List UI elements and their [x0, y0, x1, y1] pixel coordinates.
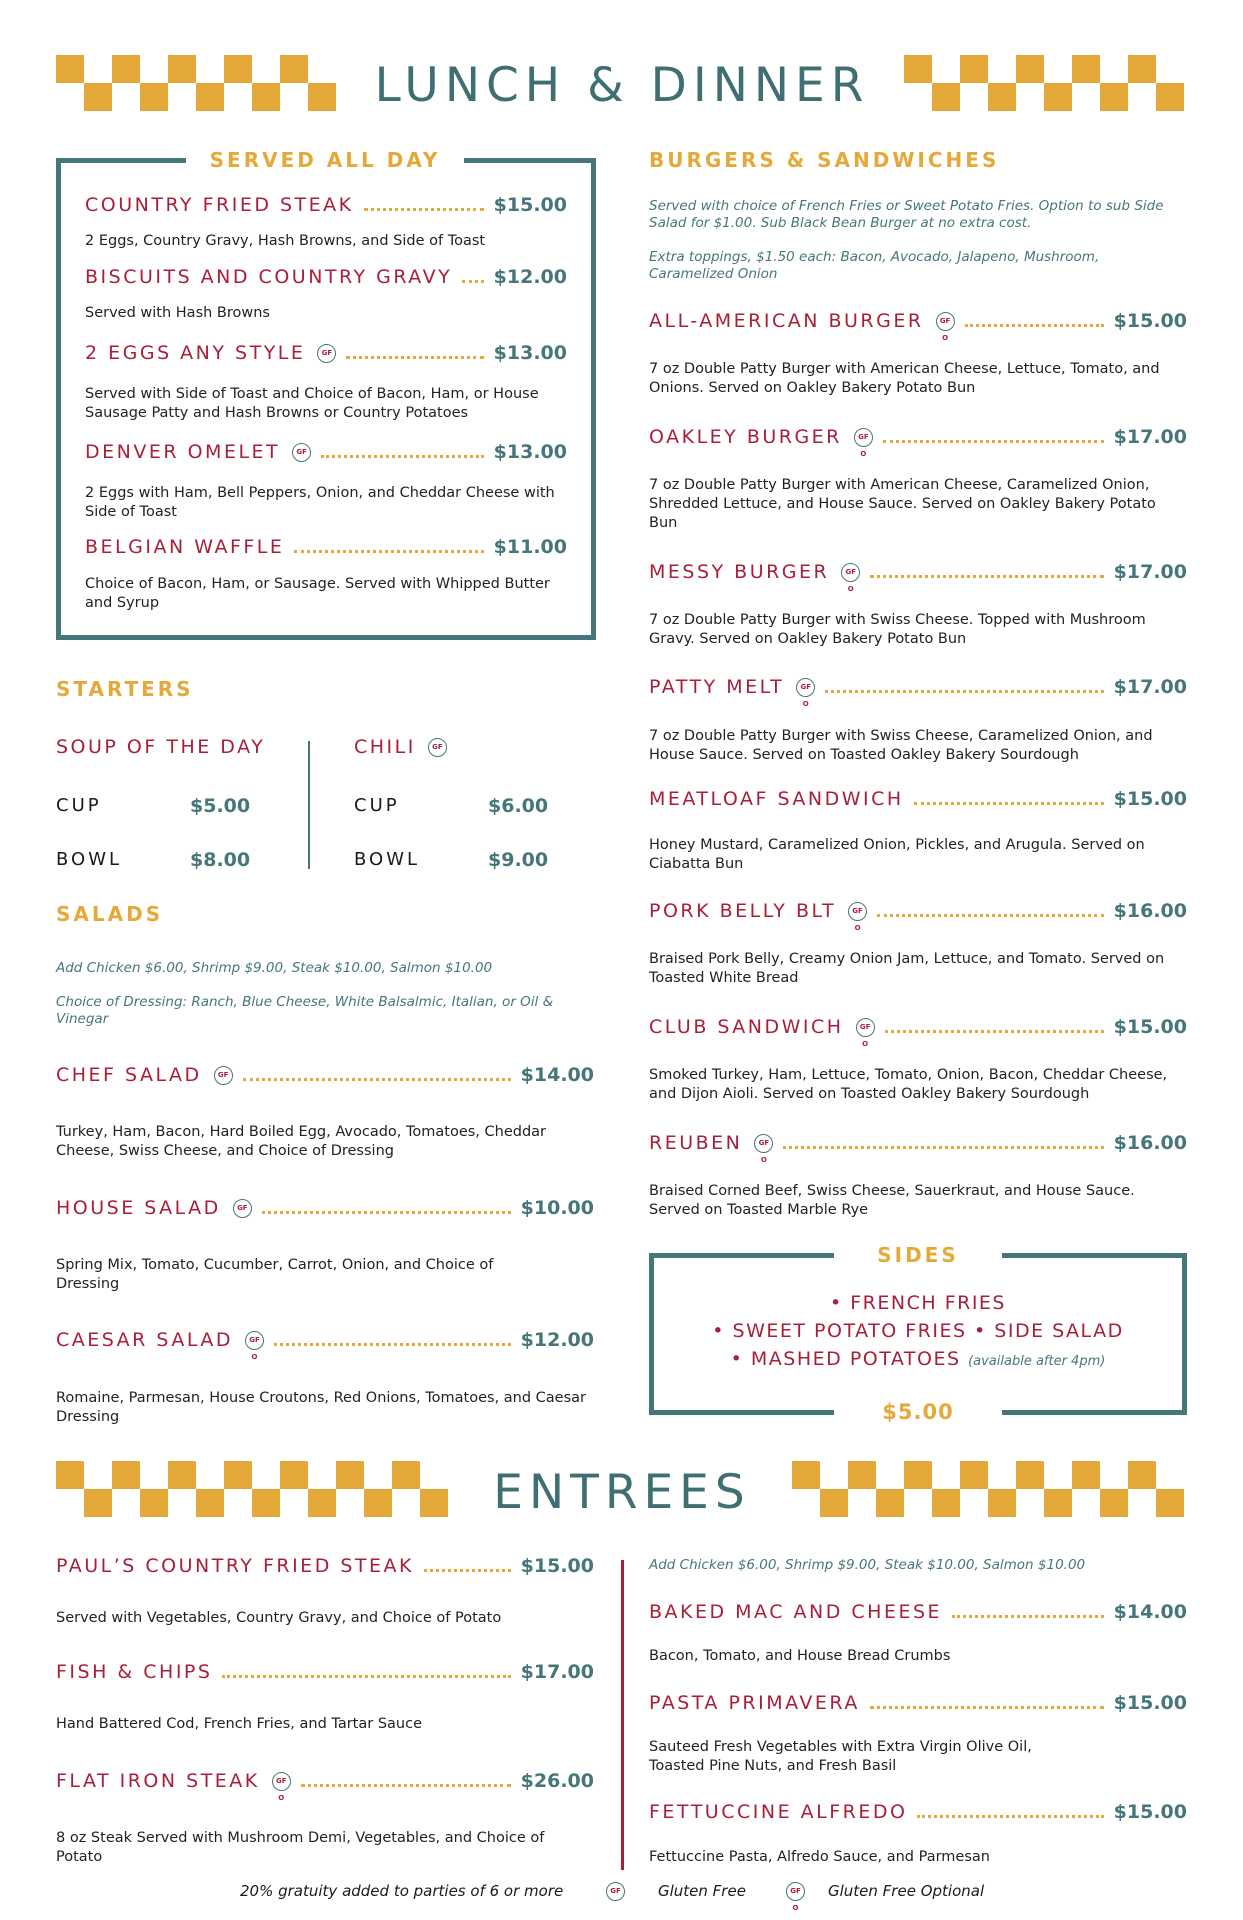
leader-dots — [274, 1343, 511, 1346]
item-price: $13.00 — [493, 441, 567, 463]
item-description: Sauteed Fresh Vegetables with Extra Virgin Olive Oil, Toasted Pine Nuts, and Fresh Basil — [649, 1739, 1032, 1774]
item-price: $16.00 — [1113, 1132, 1187, 1154]
leader-dots — [222, 1675, 510, 1678]
leader-dots — [243, 1078, 511, 1081]
checker-square — [1016, 1461, 1044, 1489]
gluten-free-optional-icon: GF O — [786, 1882, 805, 1901]
sides-availability-note: (available after 4pm) — [968, 1354, 1106, 1369]
checker-square — [56, 1461, 84, 1489]
burgers-sides-note: Served with choice of French Fries or Sweet Potato Fries. Option to sub Side Salad for $1.00. Sub Black Bean Burger at no extra cost. — [649, 198, 1164, 231]
gluten-free-optional-icon: GF O — [936, 312, 955, 331]
salads-heading: SALADS — [56, 902, 164, 926]
menu-item — [85, 338, 567, 368]
item-name: BAKED MAC AND CHEESE — [649, 1601, 943, 1623]
leader-dots — [462, 280, 483, 283]
item-description: Fettuccine Pasta, Alfredo Sauce, and Parmesan — [649, 1849, 990, 1865]
checker-square — [1128, 1461, 1156, 1489]
item-price: $15.00 — [1113, 1801, 1187, 1823]
item-name: HOUSE SALAD — [56, 1197, 221, 1219]
checker-square — [1016, 55, 1044, 83]
item-name: CHILI — [354, 736, 416, 758]
checker-square — [364, 1489, 392, 1517]
checker-square — [280, 55, 308, 83]
checker-square — [1072, 1461, 1100, 1489]
item-price: $15.00 — [520, 1555, 594, 1577]
item-price: $12.00 — [493, 266, 567, 288]
menu-item — [649, 672, 1187, 708]
size-label: BOWL — [56, 849, 123, 870]
checker-square — [904, 1461, 932, 1489]
item-name: FETTUCCINE ALFREDO — [649, 1801, 908, 1823]
entrees-title: ENTREES — [493, 1465, 751, 1520]
item-price: $15.00 — [1113, 1016, 1187, 1038]
checker-square — [252, 1489, 280, 1517]
item-description: 8 oz Steak Served with Mushroom Demi, Vegetables, and Choice of Potato — [56, 1830, 545, 1865]
checker-square — [792, 1461, 820, 1489]
item-description: 7 oz Double Patty Burger with Swiss Cheese, Caramelized Onion, and House Sauce. Served on Toasted Oakley Bakery Sourdough — [649, 728, 1153, 763]
item-price: $12.00 — [520, 1329, 594, 1351]
sides-line — [649, 1348, 1187, 1370]
leader-dots — [321, 455, 484, 458]
menu-item — [649, 784, 1187, 814]
checker-square — [308, 1489, 336, 1517]
item-price: $26.00 — [520, 1770, 594, 1792]
checker-square — [224, 1461, 252, 1489]
checker-square — [876, 1489, 904, 1517]
menu-item — [85, 190, 567, 220]
menu-item — [649, 1012, 1187, 1048]
item-description: 2 Eggs with Ham, Bell Peppers, Onion, and Cheddar Cheese with Side of Toast — [85, 485, 555, 520]
item-name: FISH & CHIPS — [56, 1661, 213, 1683]
checker-square — [112, 1461, 140, 1489]
size-label: CUP — [56, 795, 102, 816]
gluten-free-optional-icon: GF O — [754, 1134, 773, 1153]
salads-addons-note: Add Chicken $6.00, Shrimp $9.00, Steak $10.00, Salmon $10.00 — [56, 960, 493, 976]
menu-item — [649, 896, 1187, 932]
size-price: $9.00 — [488, 849, 549, 871]
soup-name: SOUP OF THE DAY — [56, 736, 266, 758]
gluten-free-icon: GF — [428, 738, 447, 757]
checker-square — [84, 1489, 112, 1517]
checker-square — [168, 1461, 196, 1489]
item-price: $15.00 — [1113, 310, 1187, 332]
checker-square — [112, 55, 140, 83]
checker-square — [1044, 83, 1072, 111]
sides-line: • SWEET POTATO FRIES • SIDE SALAD — [712, 1320, 1124, 1342]
gluten-free-legend: Gluten Free — [658, 1882, 746, 1900]
checker-square — [932, 83, 960, 111]
item-description: Bacon, Tomato, and House Bread Crumbs — [649, 1648, 951, 1664]
checker-square — [820, 1489, 848, 1517]
menu-item — [85, 437, 567, 467]
checker-square — [420, 1489, 448, 1517]
gluten-free-optional-icon: GF O — [841, 563, 860, 582]
checker-square — [224, 55, 252, 83]
gluten-free-optional-icon: GF O — [854, 428, 873, 447]
item-description: 7 oz Double Patty Burger with American Cheese, Caramelized Onion, Shredded Lettuce, and House Sauce. Served on Oakley Bakery Potato Bun — [649, 477, 1156, 531]
item-name: OAKLEY BURGER — [649, 426, 842, 448]
gratuity-note: 20% gratuity added to parties of 6 or more — [240, 1882, 564, 1900]
gluten-free-optional-icon: GF O — [848, 902, 867, 921]
gluten-free-icon: GF — [606, 1882, 625, 1901]
item-description: Braised Corned Beef, Swiss Cheese, Sauerkraut, and House Sauce. Served on Toasted Marble Rye — [649, 1183, 1135, 1218]
leader-dots — [294, 550, 483, 553]
item-name: PORK BELLY BLT — [649, 900, 837, 922]
item-description: Choice of Bacon, Ham, or Sausage. Served with Whipped Butter and Syrup — [85, 576, 550, 611]
gluten-free-optional-icon: GF O — [272, 1772, 291, 1791]
checker-band-top-left — [56, 55, 340, 115]
menu-item — [56, 1325, 594, 1361]
item-price: $13.00 — [493, 342, 567, 364]
checker-square — [1128, 55, 1156, 83]
salads-dressing-note: Choice of Dressing: Ranch, Blue Cheese, White Balsalmic, Italian, or Oil & Vinegar — [56, 994, 554, 1027]
gluten-free-optional-legend: Gluten Free Optional — [828, 1882, 985, 1900]
item-description: Served with Hash Browns — [85, 305, 270, 321]
entrees-addons-note: Add Chicken $6.00, Shrimp $9.00, Steak $10.00, Salmon $10.00 — [649, 1557, 1086, 1573]
leader-dots — [870, 575, 1103, 578]
checker-square — [140, 1489, 168, 1517]
gluten-free-optional-icon: GF O — [245, 1331, 264, 1350]
checker-square — [280, 1461, 308, 1489]
item-name: PAUL’S COUNTRY FRIED STEAK — [56, 1555, 414, 1577]
item-name: CHEF SALAD — [56, 1064, 202, 1086]
entrees-divider — [621, 1560, 624, 1870]
menu-item — [56, 1657, 594, 1687]
starters-heading: STARTERS — [56, 677, 194, 701]
leader-dots — [952, 1615, 1104, 1618]
leader-dots — [917, 1815, 1103, 1818]
item-description: 7 oz Double Patty Burger with American Cheese, Lettuce, Tomato, and Onions. Served on Oakley Bakery Potato Bun — [649, 361, 1160, 396]
item-name: MEATLOAF SANDWICH — [649, 788, 904, 810]
item-price: $17.00 — [520, 1661, 594, 1683]
menu-item — [649, 1128, 1187, 1164]
leader-dots — [424, 1569, 511, 1572]
checker-square — [252, 83, 280, 111]
leader-dots — [262, 1211, 511, 1214]
sides-line: • FRENCH FRIES — [830, 1292, 1006, 1314]
checker-square — [960, 55, 988, 83]
checker-square — [932, 1489, 960, 1517]
checker-square — [56, 55, 84, 83]
gluten-free-optional-icon: GF O — [796, 678, 815, 697]
item-name: PATTY MELT — [649, 676, 785, 698]
item-name: CLUB SANDWICH — [649, 1016, 844, 1038]
leader-dots — [883, 440, 1104, 443]
size-label: CUP — [354, 795, 400, 816]
sides-price: $5.00 — [882, 1400, 954, 1424]
checker-band-top-right — [904, 55, 1188, 115]
checker-square — [960, 1461, 988, 1489]
item-name: CAESAR SALAD — [56, 1329, 233, 1351]
checker-square — [988, 1489, 1016, 1517]
checker-square — [336, 1461, 364, 1489]
item-price: $17.00 — [1113, 561, 1187, 583]
item-description: 2 Eggs, Country Gravy, Hash Browns, and Side of Toast — [85, 233, 486, 249]
item-name: BELGIAN WAFFLE — [85, 536, 285, 558]
item-description: Honey Mustard, Caramelized Onion, Pickles, and Arugula. Served on Ciabatta Bun — [649, 837, 1145, 872]
checker-square — [196, 83, 224, 111]
checker-square — [1156, 1489, 1184, 1517]
item-price: $15.00 — [1113, 788, 1187, 810]
gluten-free-icon: GF — [214, 1066, 233, 1085]
item-price: $11.00 — [493, 536, 567, 558]
item-name: PASTA PRIMAVERA — [649, 1692, 860, 1714]
menu-item — [56, 1060, 594, 1090]
item-description: Turkey, Ham, Bacon, Hard Boiled Egg, Avocado, Tomatoes, Cheddar Cheese, Swiss Cheese, and Choice of Dressing — [56, 1124, 547, 1159]
menu-item — [56, 1193, 594, 1223]
checker-square — [196, 1489, 224, 1517]
leader-dots — [825, 690, 1103, 693]
checker-square — [168, 55, 196, 83]
menu-item — [649, 306, 1187, 342]
checker-square — [1100, 1489, 1128, 1517]
starters-divider — [308, 741, 310, 869]
sides-line-text: • MASHED POTATOES — [730, 1348, 961, 1370]
sides-list — [649, 1290, 1187, 1390]
checker-band-entrees-right — [792, 1461, 1188, 1521]
menu-item — [649, 557, 1187, 593]
checker-square — [1100, 83, 1128, 111]
menu-item — [85, 262, 567, 292]
item-description: Served with Vegetables, Country Gravy, and Choice of Potato — [56, 1610, 502, 1626]
menu-item — [649, 422, 1187, 458]
item-name: REUBEN — [649, 1132, 743, 1154]
item-description: Hand Battered Cod, French Fries, and Tartar Sauce — [56, 1716, 422, 1732]
leader-dots — [870, 1706, 1104, 1709]
size-price: $5.00 — [190, 795, 251, 817]
checker-square — [84, 83, 112, 111]
gluten-free-icon: GF — [317, 344, 336, 363]
gluten-free-icon: GF — [233, 1199, 252, 1218]
size-price: $8.00 — [190, 849, 251, 871]
gluten-free-optional-icon: GF O — [856, 1018, 875, 1037]
item-price: $15.00 — [1113, 1692, 1187, 1714]
checker-square — [988, 83, 1016, 111]
leader-dots — [301, 1784, 511, 1787]
checker-square — [392, 1461, 420, 1489]
sides-heading: SIDES — [877, 1243, 959, 1267]
item-price: $17.00 — [1113, 426, 1187, 448]
item-name: DENVER OMELET — [85, 441, 281, 463]
leader-dots — [783, 1146, 1103, 1149]
served-all-day-heading: SERVED ALL DAY — [209, 148, 441, 172]
item-price: $17.00 — [1113, 676, 1187, 698]
leader-dots — [965, 324, 1104, 327]
item-name: 2 EGGS ANY STYLE — [85, 342, 306, 364]
item-name: MESSY BURGER — [649, 561, 830, 583]
leader-dots — [346, 356, 483, 359]
page-title: LUNCH & DINNER — [374, 58, 870, 113]
item-name: COUNTRY FRIED STEAK — [85, 194, 354, 216]
size-label: BOWL — [354, 849, 421, 870]
checker-square — [904, 55, 932, 83]
menu-item — [85, 532, 567, 562]
menu-item — [649, 1597, 1187, 1627]
item-description: Spring Mix, Tomato, Cucumber, Carrot, Onion, and Choice of Dressing — [56, 1257, 494, 1292]
chili-title — [354, 736, 447, 758]
checker-square — [1044, 1489, 1072, 1517]
item-name: BISCUITS AND COUNTRY GRAVY — [85, 266, 453, 288]
item-description: 7 oz Double Patty Burger with Swiss Cheese. Topped with Mushroom Gravy. Served on Oakley Bakery Potato Bun — [649, 612, 1146, 647]
item-description: Served with Side of Toast and Choice of Bacon, Ham, or House Sausage Patty and Hash Browns or Country Potatoes — [85, 386, 539, 421]
size-price: $6.00 — [488, 795, 549, 817]
item-name: ALL-AMERICAN BURGER — [649, 310, 924, 332]
menu-item — [56, 1766, 594, 1802]
item-price: $15.00 — [493, 194, 567, 216]
burgers-toppings-note: Extra toppings, $1.50 each: Bacon, Avocado, Jalapeno, Mushroom, Caramelized Onion — [649, 249, 1100, 282]
checker-square — [308, 83, 336, 111]
leader-dots — [877, 914, 1104, 917]
leader-dots — [364, 208, 484, 211]
leader-dots — [914, 802, 1104, 805]
menu-item — [56, 1551, 594, 1581]
item-name: FLAT IRON STEAK — [56, 1770, 260, 1792]
menu-item — [649, 1688, 1187, 1718]
checker-band-entrees-left — [56, 1461, 452, 1521]
checker-square — [140, 83, 168, 111]
item-description: Braised Pork Belly, Creamy Onion Jam, Lettuce, and Tomato. Served on Toasted White Bread — [649, 951, 1165, 986]
item-price: $16.00 — [1113, 900, 1187, 922]
item-description: Romaine, Parmesan, House Croutons, Red Onions, Tomatoes, and Caesar Dressing — [56, 1390, 587, 1425]
checker-square — [848, 1461, 876, 1489]
gluten-free-icon: GF — [292, 443, 311, 462]
burgers-heading: BURGERS & SANDWICHES — [649, 148, 1000, 172]
item-price: $10.00 — [520, 1197, 594, 1219]
item-price: $14.00 — [1113, 1601, 1187, 1623]
item-description: Smoked Turkey, Ham, Lettuce, Tomato, Onion, Bacon, Cheddar Cheese, and Dijon Aioli. Served on Toasted Oakley Bakery Sourdough — [649, 1067, 1168, 1102]
checker-square — [1072, 55, 1100, 83]
checker-square — [1156, 83, 1184, 111]
menu-item — [649, 1797, 1187, 1827]
item-price: $14.00 — [520, 1064, 594, 1086]
leader-dots — [885, 1030, 1104, 1033]
